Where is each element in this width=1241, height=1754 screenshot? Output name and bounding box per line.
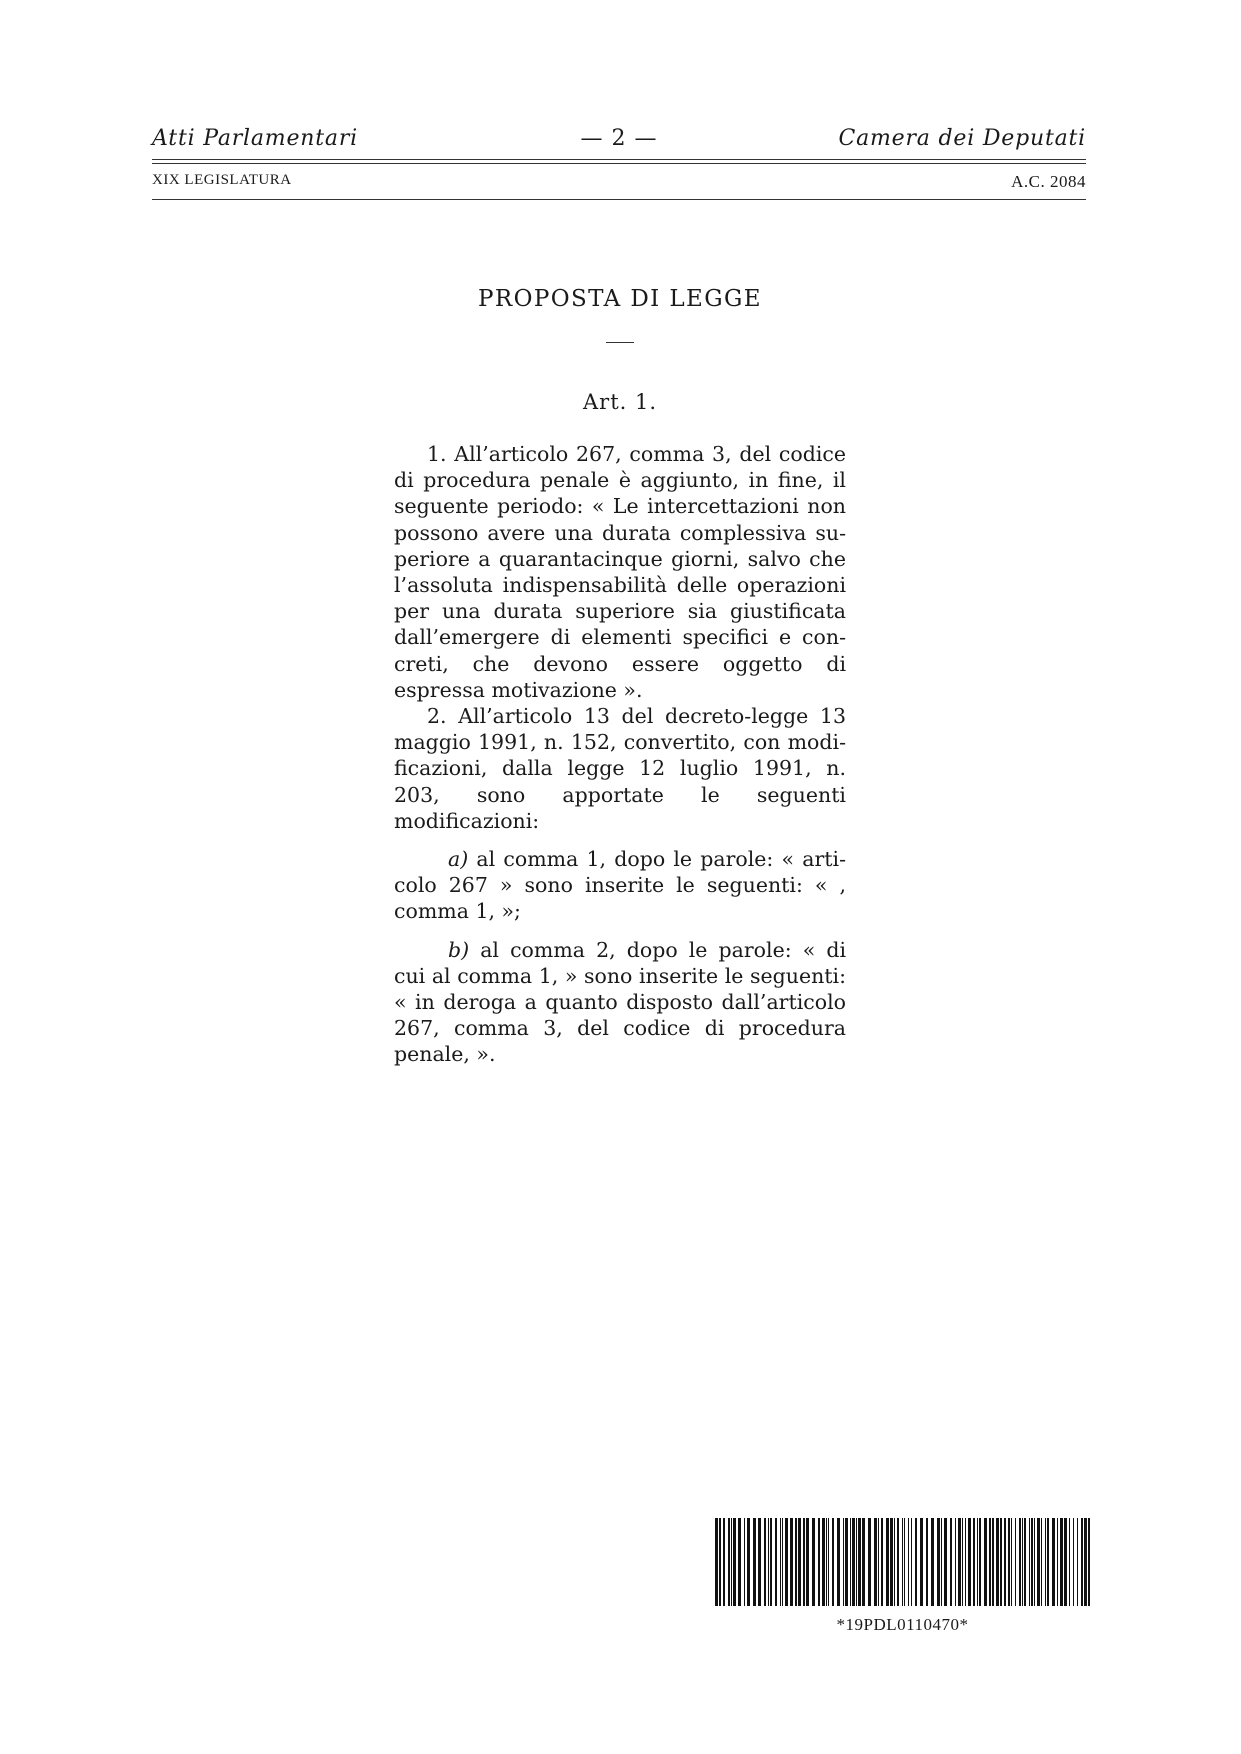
header-double-rule: [152, 159, 1086, 164]
barcode-label: *19PDL0110470*: [836, 1615, 969, 1634]
page-title: PROPOSTA DI LEGGE: [478, 286, 762, 312]
header-act-number: A.C. 2084: [1011, 172, 1086, 191]
header-page-number: — 2 —: [580, 126, 658, 151]
list-item-a: [394, 846, 846, 925]
item-b-text: al comma 2, dopo le parole: « di cui al comma 1, » sono inserite le seguenti: « in deroga a quanto disposto dall’articolo 267, comma 3, del codice di procedura penale, ».: [394, 937, 846, 1067]
article-body: [394, 441, 846, 1068]
header-rule: [152, 199, 1086, 200]
title-separator: [606, 342, 634, 343]
article-heading: Art. 1.: [582, 390, 658, 414]
running-header: [152, 126, 1086, 158]
item-a-text: al comma 1, dopo le parole: « articolo 267 » sono inserite le seguenti: « , comma 1, »;: [394, 847, 846, 924]
paragraph-1: 1. All’articolo 267, comma 3, del codice di procedura penale è aggiunto, in fine, il seguente periodo: « Le intercettazioni non possono avere una durata complessiva superiore a quarantacinque giorni, salvo che l’assoluta indispensabilità delle operazioni per una durata superiore sia giustificata dall’emergere di elementi specifici e concreti, che devono essere oggetto di espressa motivazione ».: [394, 442, 846, 702]
header-legislature: XIX LEGISLATURA: [152, 172, 292, 188]
item-b-label: b): [448, 937, 470, 962]
sub-header: [152, 172, 1086, 194]
item-a-label: a): [448, 847, 469, 872]
list-item-b: [394, 937, 846, 1068]
barcode-image: [715, 1518, 1090, 1606]
header-publication: Atti Parlamentari: [152, 126, 358, 151]
header-chamber: Camera dei Deputati: [838, 126, 1086, 151]
paragraph-2: 2. All’articolo 13 del decreto-legge 13 maggio 1991, n. 152, convertito, con modificazioni, dalla legge 12 luglio 1991, n. 203, sono apportate le seguenti modificazioni:: [394, 704, 846, 833]
